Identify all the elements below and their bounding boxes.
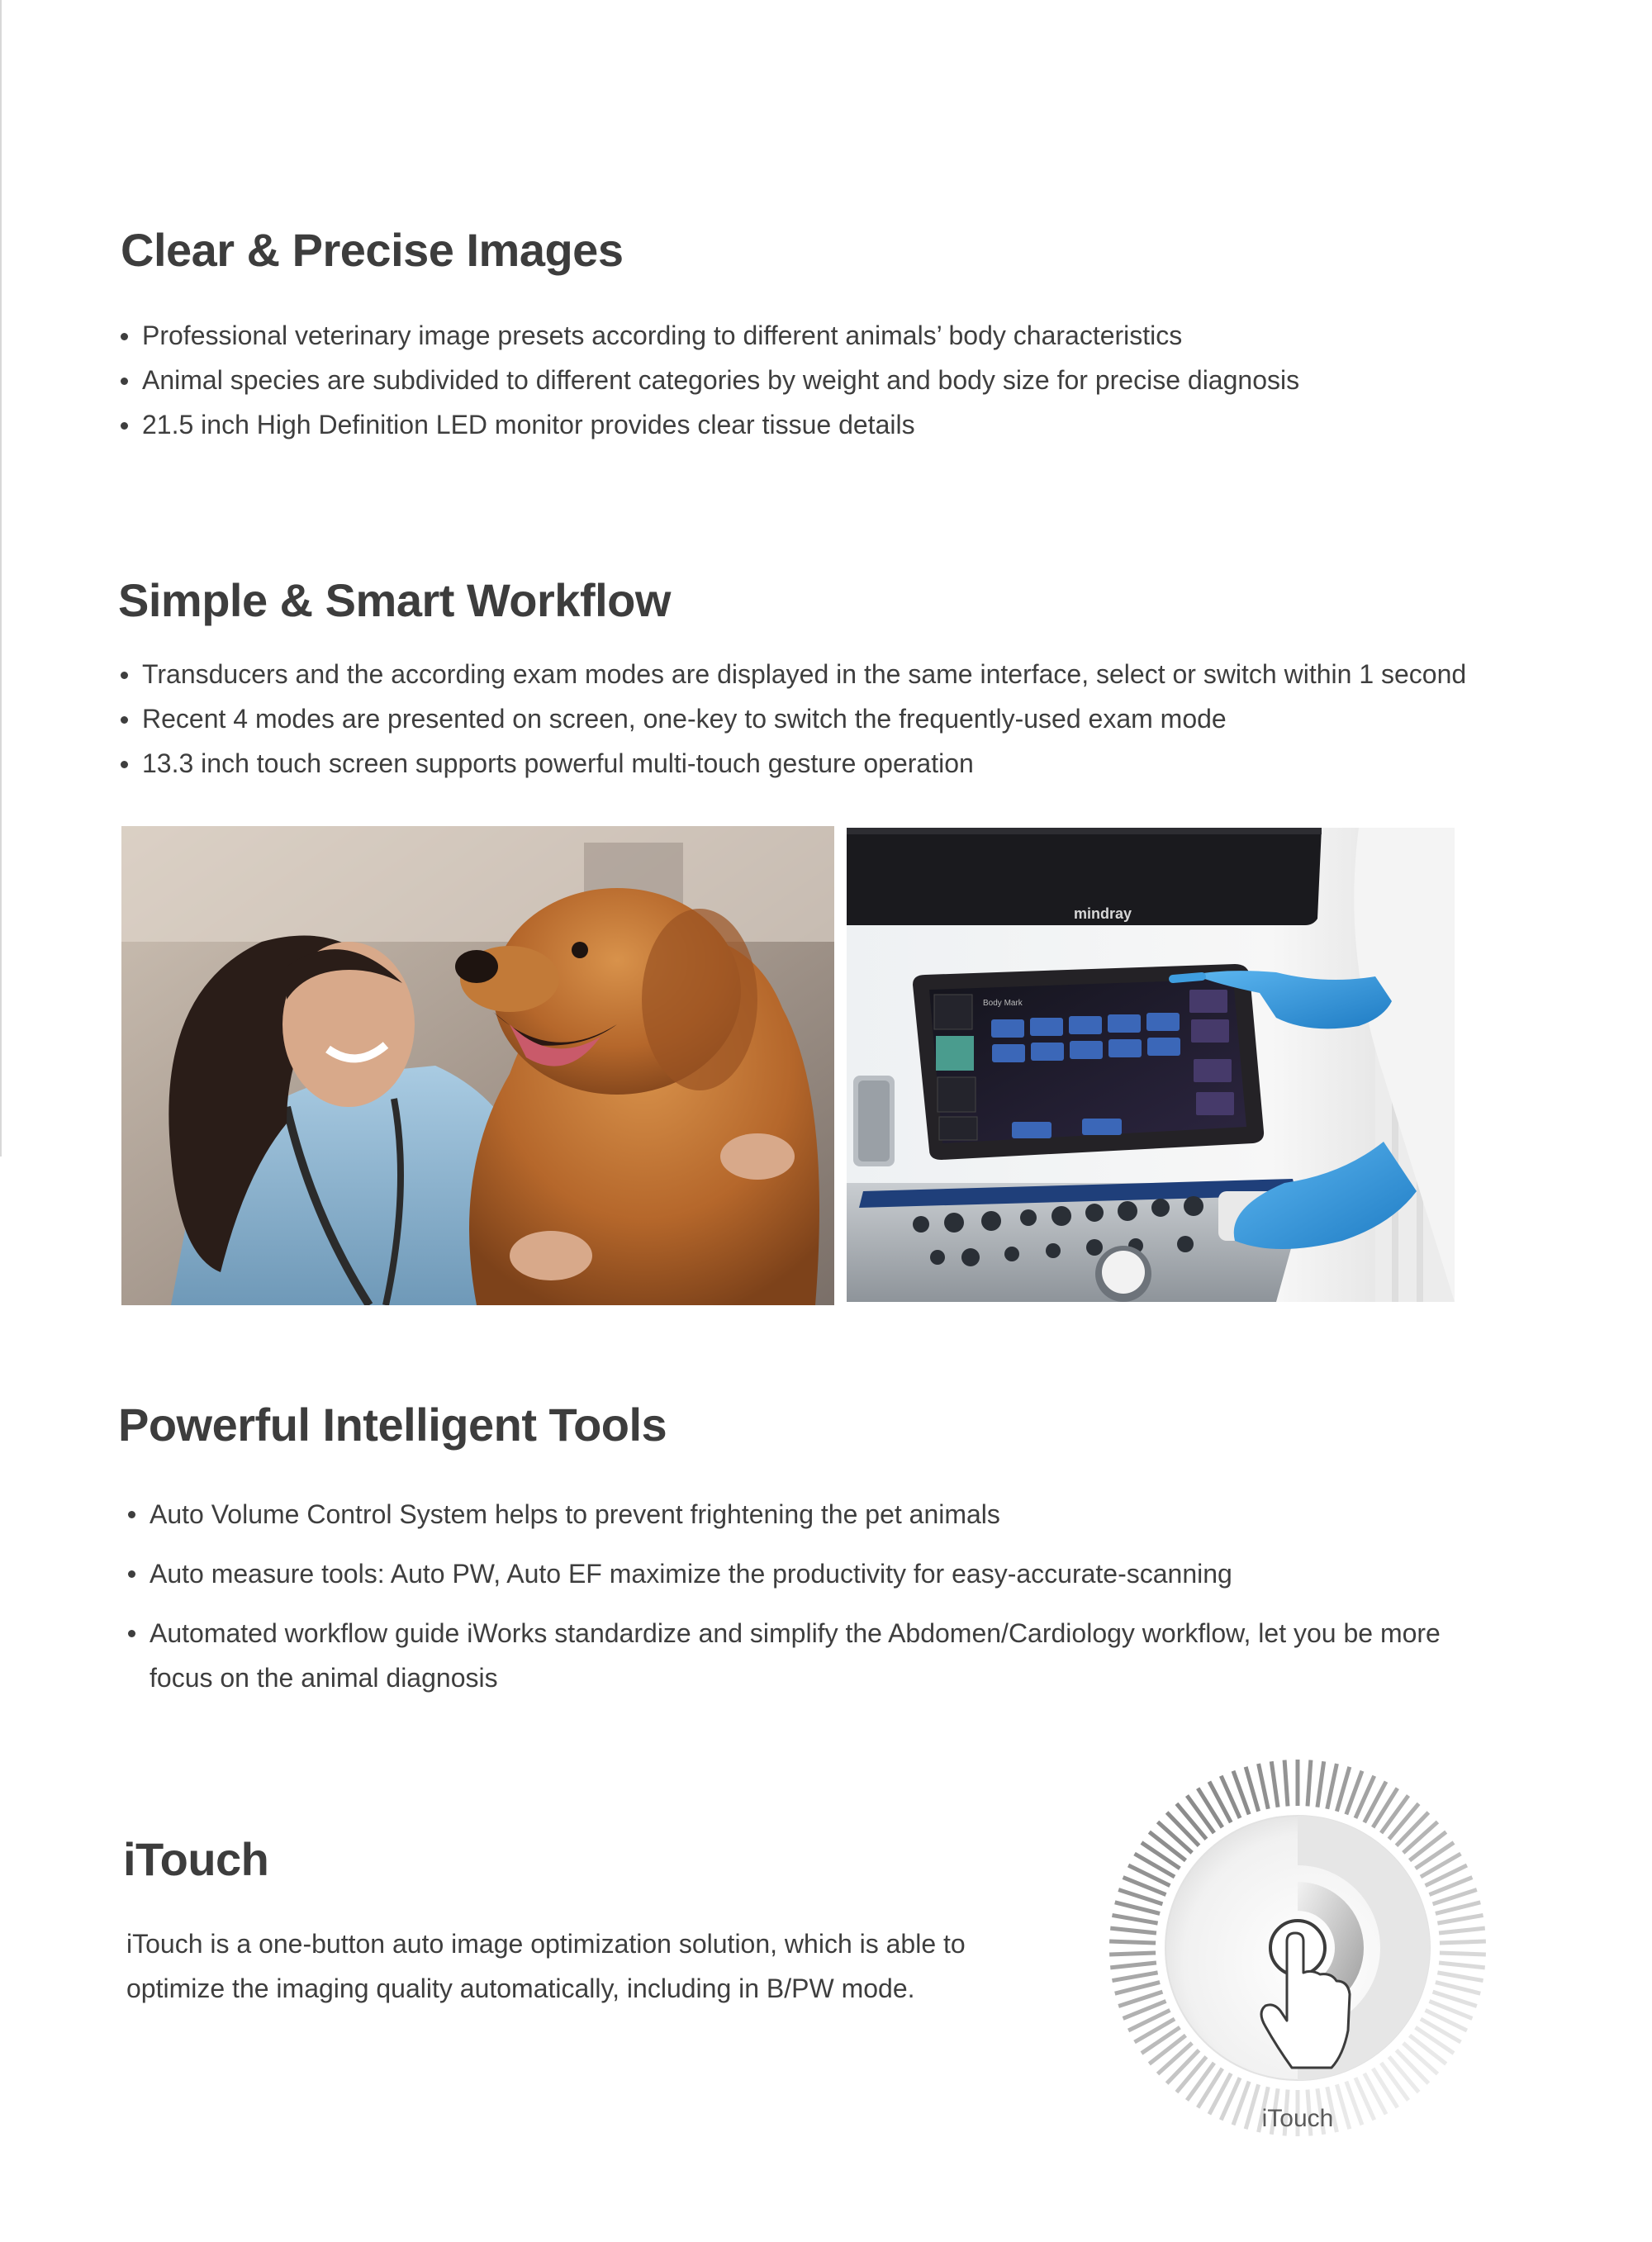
dial-tick bbox=[1440, 1953, 1486, 1955]
dial-tick bbox=[1110, 1928, 1156, 1933]
dial-tick bbox=[1110, 1963, 1156, 1968]
list-item bbox=[128, 1551, 1441, 1596]
description-line: iTouch is a one-button auto image optimization solution, which is able to bbox=[126, 1929, 966, 1959]
dial-tick bbox=[1381, 2063, 1408, 2100]
section-title: iTouch bbox=[123, 1833, 269, 1885]
list-item: 13.3 inch touch screen supports powerful multi-touch gesture operation bbox=[121, 742, 1466, 786]
touchscreen-header: Body Mark bbox=[983, 999, 1023, 1008]
dial-tick bbox=[1187, 2063, 1214, 2100]
list-item-continuation: focus on the animal diagnosis bbox=[150, 1663, 498, 1693]
section-title: Clear & Precise Images bbox=[121, 224, 624, 276]
dial-tick bbox=[1158, 2043, 1193, 2073]
dial-tick bbox=[1389, 2057, 1419, 2092]
section-title: Simple & Smart Workflow bbox=[118, 574, 671, 626]
dial-tick bbox=[1396, 1812, 1428, 1845]
list-item-text: Auto Volume Control System helps to prevent frightening the pet animals bbox=[150, 1499, 1000, 1529]
dial-tick bbox=[1115, 1902, 1160, 1914]
dial-tick bbox=[1410, 2035, 1446, 2064]
itouch-description bbox=[126, 1921, 1035, 2011]
dial-tick bbox=[1403, 2043, 1438, 2073]
dial-tick bbox=[1308, 1760, 1311, 1807]
itouch-caption: iTouch bbox=[1261, 2105, 1334, 2132]
dial-tick bbox=[1373, 2069, 1398, 2107]
left-edge-line bbox=[0, 0, 2, 1157]
dial-tick bbox=[1259, 1764, 1269, 1809]
dial-tick bbox=[1115, 1983, 1160, 1994]
vet-dog-illustration bbox=[121, 826, 834, 1305]
dial-tick bbox=[1396, 2050, 1428, 2083]
dial-tick bbox=[1440, 1941, 1486, 1943]
dial-tick bbox=[1403, 1822, 1438, 1852]
dial-tick bbox=[1271, 1761, 1278, 1807]
dial-tick bbox=[1187, 1796, 1214, 1833]
dial-tick bbox=[1167, 1812, 1199, 1845]
list-item bbox=[128, 1492, 1441, 1537]
dial-tick bbox=[1176, 2057, 1206, 2092]
dial-tick bbox=[1198, 1788, 1222, 1827]
brand-label: mindray bbox=[1074, 905, 1132, 922]
ultrasound-illustration bbox=[847, 828, 1455, 1302]
dial-tick bbox=[1142, 1843, 1180, 1869]
dial-tick bbox=[1439, 1928, 1485, 1933]
dial-tick bbox=[1439, 1963, 1485, 1968]
list-item: Transducers and the according exam modes are displayed in the same interface, select or switch within 1 second bbox=[121, 653, 1466, 697]
bullet-list bbox=[121, 314, 1299, 448]
dial-tick bbox=[1437, 1973, 1483, 1981]
dial-tick bbox=[1158, 1822, 1193, 1852]
section-title: Powerful Intelligent Tools bbox=[118, 1399, 667, 1451]
dial-tick bbox=[1109, 1941, 1156, 1943]
dial-tick bbox=[1112, 1915, 1157, 1923]
ultrasound-system-photo bbox=[847, 828, 1455, 1302]
dial-tick bbox=[1149, 2035, 1185, 2064]
dial-tick bbox=[1437, 1915, 1483, 1923]
dial-tick bbox=[1176, 1803, 1206, 1839]
list-item-text: Auto measure tools: Auto PW, Auto EF maximize the productivity for easy-accurate-scanning bbox=[150, 1559, 1232, 1589]
description-line: optimize the imaging quality automatically, including in B/PW mode. bbox=[126, 1974, 915, 2003]
dial-tick bbox=[1167, 2050, 1199, 2083]
dial-tick bbox=[1416, 2027, 1454, 2053]
dial-tick bbox=[1436, 1983, 1480, 1994]
dial-tick bbox=[1284, 1760, 1288, 1807]
dial-tick bbox=[1327, 1764, 1337, 1809]
itouch-dial-graphic bbox=[1104, 1750, 1492, 2138]
dial-tick bbox=[1416, 1843, 1454, 1869]
dial-tick bbox=[1112, 1973, 1157, 1981]
dial-tick bbox=[1109, 1953, 1156, 1955]
bullet-list bbox=[121, 653, 1466, 786]
list-item bbox=[128, 1611, 1441, 1700]
itouch-button-icon bbox=[1104, 1750, 1492, 2138]
dial-tick bbox=[1317, 1761, 1324, 1807]
dial-tick bbox=[1389, 1803, 1419, 1839]
list-item: Professional veterinary image presets according to different animals’ body characteristics bbox=[121, 314, 1299, 359]
dial-tick bbox=[1198, 2069, 1222, 2107]
dial-tick bbox=[1381, 1796, 1408, 1833]
dial-tick bbox=[1149, 1832, 1185, 1860]
list-item-text: Automated workflow guide iWorks standardize and simplify the Abdomen/Cardiology workflow, let you be more bbox=[150, 1618, 1441, 1648]
list-item: 21.5 inch High Definition LED monitor provides clear tissue details bbox=[121, 403, 1299, 448]
vet-with-dog-photo bbox=[121, 826, 834, 1305]
dial-tick bbox=[1410, 1832, 1446, 1860]
list-item: Animal species are subdivided to different categories by weight and body size for precise diagnosis bbox=[121, 359, 1299, 403]
dial-tick bbox=[1436, 1902, 1480, 1914]
list-item: Recent 4 modes are presented on screen, one-key to switch the frequently-used exam mode bbox=[121, 697, 1466, 742]
bullet-list bbox=[128, 1492, 1441, 1715]
dial-tick bbox=[1142, 2027, 1180, 2053]
dial-tick bbox=[1373, 1788, 1398, 1827]
